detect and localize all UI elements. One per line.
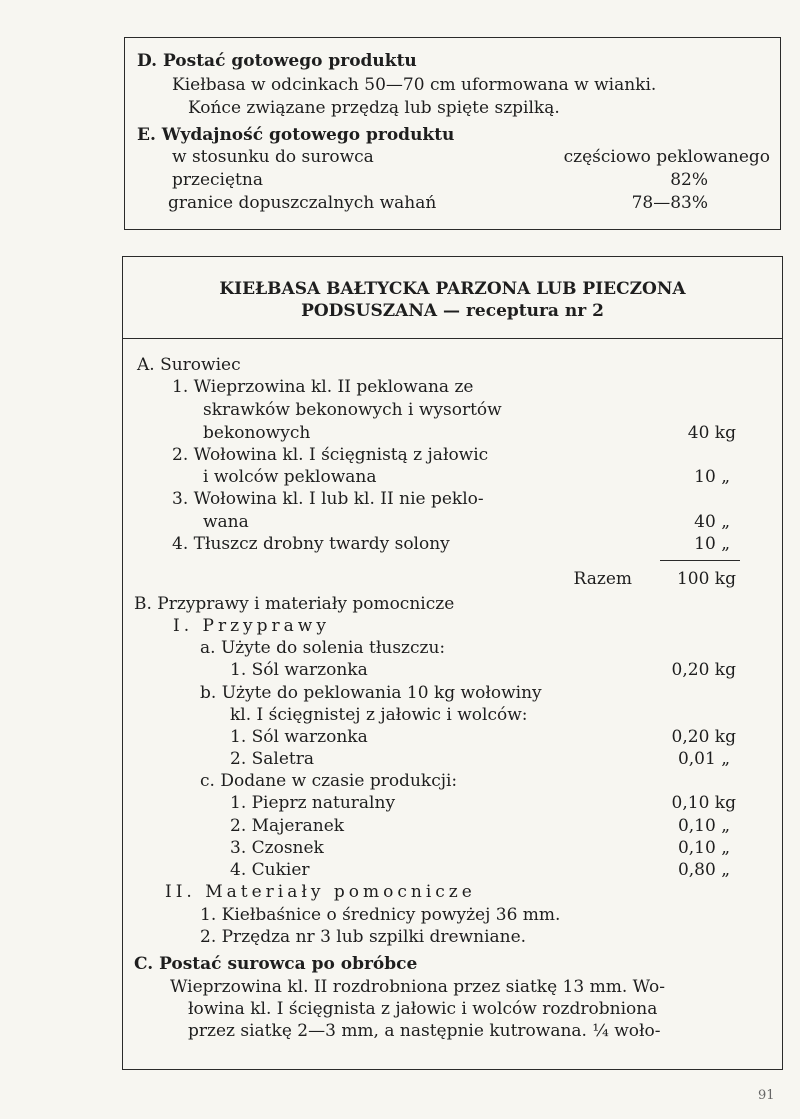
sum-rule: [660, 560, 740, 561]
text-line: w stosunku do surowca: [172, 147, 374, 167]
text-line: 4. Tłuszcz drobny twardy solony: [172, 534, 450, 554]
text-line: 2. Przędza nr 3 lub szpilki drewniane.: [200, 927, 527, 947]
text-line: łowina kl. I ścięgnista z jałowic i wolców rozdrobniona: [188, 999, 658, 1019]
total-label: Razem: [573, 569, 632, 589]
heading-c: C. Postać surowca po obróbce: [134, 954, 418, 974]
text-line: 3. Wołowina kl. I lub kl. II nie peklo-: [172, 489, 484, 509]
text-line: c. Dodane w czasie produkcji:: [200, 771, 458, 791]
recipe-title-line1: KIEŁBASA BAŁTYCKA PARZONA LUB PIECZONA: [219, 279, 686, 299]
text-line: 1. Kiełbaśnice o średnicy powyżej 36 mm.: [200, 905, 561, 925]
value: 0,80 „: [677, 860, 730, 880]
value: 0,10 „: [677, 816, 730, 836]
value: 0,10 kg: [671, 793, 736, 813]
value: 0,20 kg: [671, 660, 736, 680]
text-line: 1. Sól warzonka: [230, 727, 368, 747]
value: 78—83%: [631, 193, 708, 213]
subheading-materialy: II. Materiały pomocnicze: [165, 882, 476, 902]
value: 10 „: [694, 534, 730, 554]
recipe-title-line2: PODSUSZANA — receptura nr 2: [301, 301, 604, 321]
value: 10 „: [694, 467, 730, 487]
text-line: wana: [203, 512, 249, 532]
text-line: 3. Czosnek: [230, 838, 324, 858]
text-line: a. Użyte do solenia tłuszczu:: [200, 638, 446, 658]
text-line: 1. Wieprzowina kl. II peklowana ze: [172, 377, 474, 397]
text-line: granice dopuszczalnych wahań: [168, 193, 437, 213]
text-line: 2. Majeranek: [230, 816, 345, 836]
text-line: 1. Pieprz naturalny: [230, 793, 396, 813]
total-value: 100 kg: [676, 569, 736, 589]
text-line: b. Użyte do peklowania 10 kg wołowiny: [200, 683, 542, 703]
text-line: skrawków bekonowych i wysortów: [203, 400, 502, 420]
text-line: 2. Saletra: [230, 749, 314, 769]
text-line: Kiełbasa w odcinkach 50—70 cm uformowana w wianki.: [172, 75, 657, 95]
page-number: 91: [758, 1088, 775, 1103]
subheading-przyprawy: I. Przyprawy: [173, 616, 330, 636]
text-line: 4. Cukier: [230, 860, 310, 880]
heading-a: A. Surowiec: [137, 355, 241, 375]
title-divider: [122, 338, 783, 339]
value: 0,20 kg: [671, 727, 736, 747]
heading-d: D. Postać gotowego produktu: [137, 51, 417, 71]
heading-b: B. Przyprawy i materiały pomocnicze: [134, 594, 455, 614]
value: 0,10 „: [677, 838, 730, 858]
text-line: bekonowych: [203, 423, 311, 443]
value: 82%: [670, 170, 708, 190]
text-line: Wieprzowina kl. II rozdrobniona przez siatkę 13 mm. Wo-: [170, 977, 665, 997]
text-line: 1. Sól warzonka: [230, 660, 368, 680]
text-line: kl. I ścięgnistej z jałowic i wolców:: [230, 705, 528, 725]
text-line: Końce związane przędzą lub spięte szpilką.: [188, 98, 560, 118]
text-line: 2. Wołowina kl. I ścięgnistą z jałowic: [172, 445, 489, 465]
value: 40 „: [694, 512, 730, 532]
text-line: i wolców peklowana: [203, 467, 377, 487]
value: 0,01 „: [677, 749, 730, 769]
text-line: przeciętna: [172, 170, 263, 190]
value: częściowo peklowanego: [563, 147, 770, 167]
value: 40 kg: [687, 423, 736, 443]
heading-e: E. Wydajność gotowego produktu: [137, 125, 455, 145]
text-line: przez siatkę 2—3 mm, a następnie kutrowana. ¼ woło-: [188, 1021, 661, 1041]
